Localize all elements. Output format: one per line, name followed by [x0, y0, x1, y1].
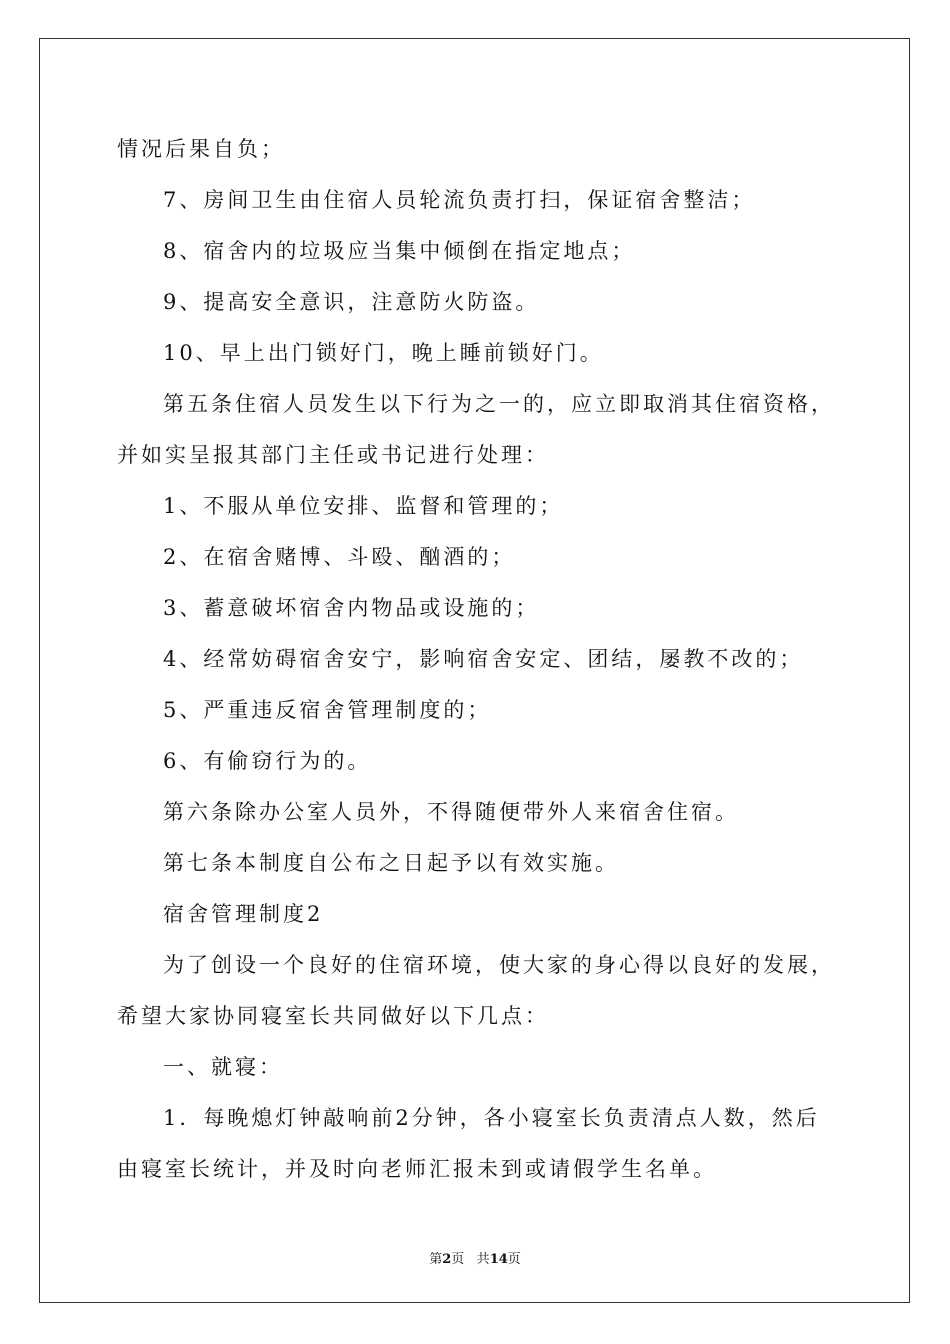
footer-total-suffix: 页 [507, 1252, 521, 1267]
text-line: 8、宿舍内的垃圾应当集中倾倒在指定地点； [163, 239, 636, 263]
text-line: 5、严重违反宿舍管理制度的； [163, 698, 492, 722]
footer-prefix: 第 [429, 1252, 443, 1267]
text-line: 1、不服从单位安排、监督和管理的； [163, 494, 564, 518]
footer-total-prefix: 共 [476, 1252, 490, 1267]
text-line: 为了创设一个良好的住宿环境，使大家的身心得以良好的发展， [163, 953, 835, 977]
text-line: 6、有偷窃行为的。 [163, 749, 372, 773]
page-footer [0, 1248, 950, 1267]
footer-page-number: 2 [442, 1252, 452, 1267]
text-line: 1．每晚熄灯钟敲响前2分钟，各小寝室长负责清点人数，然后 [163, 1106, 820, 1130]
text-line: 3、蓄意破坏宿舍内物品或设施的； [163, 596, 540, 620]
text-line: 9、提高安全意识，注意防火防盗。 [163, 290, 540, 314]
section-heading: 宿舍管理制度2 [163, 902, 324, 926]
text-line: 希望大家协同寝室长共同做好以下几点： [117, 1004, 549, 1028]
text-line: 第七条本制度自公布之日起予以有效实施。 [163, 851, 619, 875]
document-body [117, 128, 837, 1199]
text-line: 一、就寝： [163, 1055, 283, 1079]
text-line: 4、经常妨碍宿舍安宁，影响宿舍安定、团结，屡教不改的； [163, 647, 804, 671]
footer-page-suffix: 页 [451, 1252, 465, 1267]
text-line: 并如实呈报其部门主任或书记进行处理： [117, 443, 549, 467]
text-line: 2、在宿舍赌博、斗殴、酗酒的； [163, 545, 516, 569]
footer-total-pages: 14 [489, 1252, 508, 1267]
text-line: 10、早上出门锁好门，晚上睡前锁好门。 [163, 341, 604, 365]
text-line: 由寝室长统计，并及时向老师汇报未到或请假学生名单。 [117, 1157, 717, 1181]
text-line: 情况后果自负； [117, 137, 285, 161]
text-line: 第六条除办公室人员外，不得随便带外人来宿舍住宿。 [163, 800, 739, 824]
text-line: 7、房间卫生由住宿人员轮流负责打扫，保证宿舍整洁； [163, 188, 756, 212]
text-line: 第五条住宿人员发生以下行为之一的，应立即取消其住宿资格， [163, 392, 835, 416]
